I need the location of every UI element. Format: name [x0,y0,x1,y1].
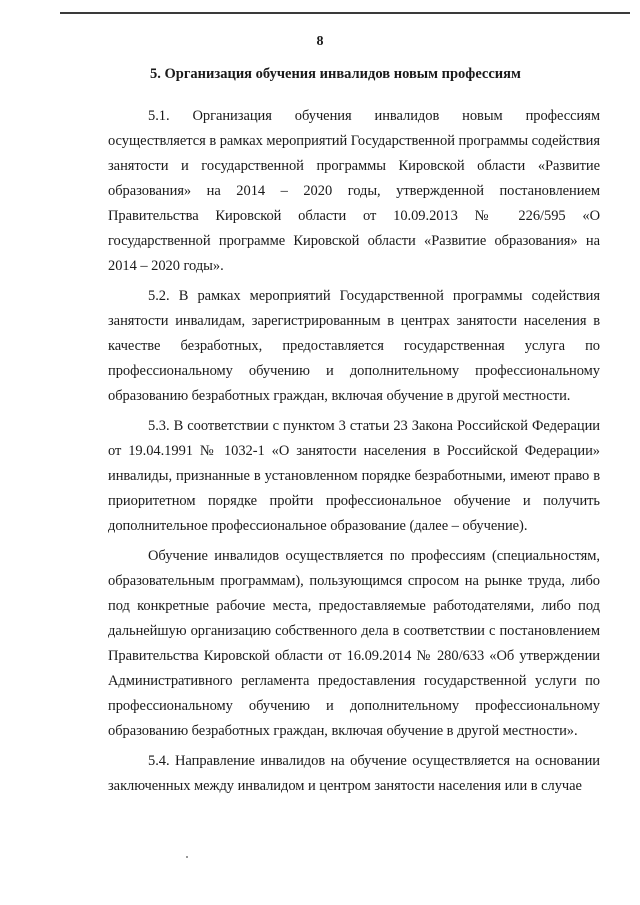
section-heading: 5. Организация обучения инвалидов новым профессиям [150,66,521,82]
scan-edge-line [60,12,630,14]
document-body [108,104,600,799]
paragraph-5-2: 5.2. В рамках мероприятий Государственной программы содействия занятости инвалидам, зарегистрированным в центрах занятости населения в качестве безработных, предоставляется государственная услуга по профессиональному обучению и дополнительному профессиональному образованию безработных граждан, включая обучение в другой местности. [108,288,600,404]
scan-speck [186,856,188,858]
paragraph-training-professions: Обучение инвалидов осуществляется по профессиям (специальностям, образовательным программам), пользующимся спросом на рынке труда, либо под конкретные рабочие места, предоставляемые работодателями, либо под дальнейшую организацию собственного дела в соответствии с постановлением Правительства Кировской области от 16.09.2014 № 280/633 «Об утверждении Административного регламента предоставления государственной услуги по профессиональному обучению и дополнительному профессиональному образованию безработных граждан, включая обучение в другой местности». [108,548,600,739]
paragraph-5-3: 5.3. В соответствии с пунктом 3 статьи 23 Закона Российской Федерации от 19.04.1991 № 1032-1 «О занятости населения в Российской Федерации» инвалиды, признанные в установленном порядке безработными, имеют право в приоритетном порядке пройти профессиональное обучение и получить дополнительное профессиональное образование (далее – обучение). [108,418,600,534]
page-number: 8 [316,34,324,49]
paragraph-5-4: 5.4. Направление инвалидов на обучение осуществляется на основании заключенных между инвалидом и центром занятости населения или в случае [108,753,600,794]
paragraph-5-1: 5.1. Организация обучения инвалидов новым профессиям осуществляется в рамках мероприятий Государственной программы содействия занятости и государственной программы Кировской области «Развитие образования» на 2014 – 2020 годы, утвержденной постановлением Правительства Кировской области от 10.09.2013 № 226/595 «О государственной программе Кировской области «Развитие образования» на 2014 – 2020 годы». [108,108,600,274]
